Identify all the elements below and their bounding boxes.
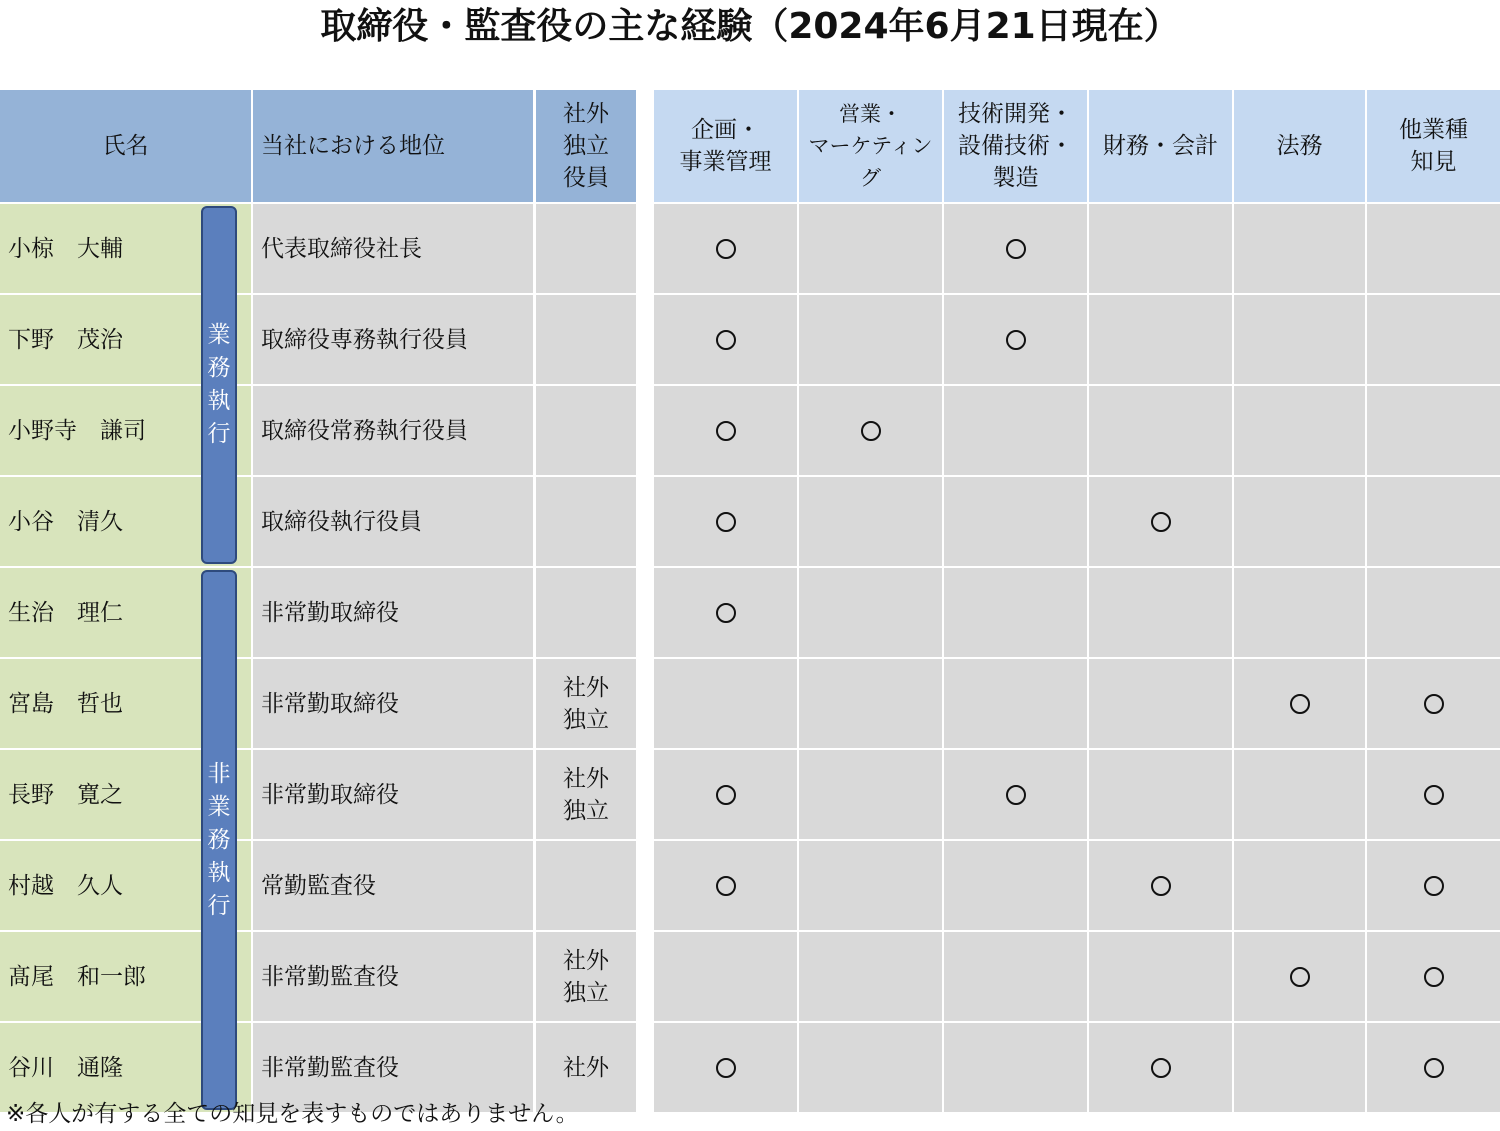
independent-status — [536, 204, 636, 293]
member-name: 宮島 哲也 — [0, 659, 251, 748]
skill-cell — [799, 841, 942, 930]
skill-cell — [1367, 386, 1500, 475]
skill-cell — [799, 204, 942, 293]
independent-status: 社外 独立 — [536, 750, 636, 839]
member-name: 下野 茂治 — [0, 295, 251, 384]
member-name: 小野寺 謙司 — [0, 386, 251, 475]
circle-mark-icon — [716, 876, 736, 896]
member-position: 非常勤監査役 — [253, 932, 533, 1021]
circle-mark-icon — [716, 1058, 736, 1078]
circle-mark-icon — [1151, 512, 1171, 532]
skill-cell — [1367, 295, 1500, 384]
skill-cell — [1367, 477, 1500, 566]
independent-status: 社外 独立 — [536, 659, 636, 748]
skill-cell — [799, 750, 942, 839]
skill-cell — [944, 932, 1087, 1021]
member-position: 非常勤取締役 — [253, 568, 533, 657]
skill-cell — [799, 659, 942, 748]
independent-status — [536, 568, 636, 657]
independent-status — [536, 295, 636, 384]
group-label: 非 業 務 執 行 — [207, 760, 231, 919]
member-name: 谷川 通隆 — [0, 1023, 251, 1112]
header-skill-3: 技術開発・ 設備技術・ 製造 — [944, 90, 1087, 202]
non-executive-group-bar — [201, 570, 237, 1110]
circle-mark-icon — [1424, 967, 1444, 987]
member-position: 非常勤取締役 — [253, 659, 533, 748]
header-skill-1: 企画・ 事業管理 — [654, 90, 797, 202]
skill-cell — [654, 659, 797, 748]
skill-cell — [1089, 386, 1232, 475]
footnote: ※各人が有する全ての知見を表すものではありません。 — [6, 1101, 579, 1127]
skill-cell — [799, 477, 942, 566]
member-position: 非常勤監査役 — [253, 1023, 533, 1112]
skill-cell — [1234, 295, 1365, 384]
circle-mark-icon — [1424, 694, 1444, 714]
skill-cell — [1234, 750, 1365, 839]
skill-cell — [1234, 841, 1365, 930]
skill-cell — [1089, 932, 1232, 1021]
circle-mark-icon — [716, 603, 736, 623]
page-title: 取締役・監査役の主な経験（2024年6月21日現在） — [320, 6, 1180, 47]
skill-cell — [1089, 568, 1232, 657]
circle-mark-icon — [1006, 239, 1026, 259]
circle-mark-icon — [1424, 785, 1444, 805]
header-independent: 社外 独立 役員 — [536, 90, 636, 202]
member-position: 常勤監査役 — [253, 841, 533, 930]
independent-status — [536, 841, 636, 930]
circle-mark-icon — [716, 512, 736, 532]
header-skill-2: 営業・ マーケティング — [799, 90, 942, 202]
skill-cell — [799, 932, 942, 1021]
skill-cell — [1089, 750, 1232, 839]
circle-mark-icon — [1006, 330, 1026, 350]
circle-mark-icon — [1006, 785, 1026, 805]
independent-status: 社外 独立 — [536, 932, 636, 1021]
skill-cell — [1234, 386, 1365, 475]
circle-mark-icon — [1290, 967, 1310, 987]
skill-cell — [654, 932, 797, 1021]
skill-cell — [1234, 568, 1365, 657]
header-skill-6: 他業種 知見 — [1367, 90, 1500, 202]
circle-mark-icon — [716, 785, 736, 805]
header-skill-5: 法務 — [1234, 90, 1365, 202]
skill-cell — [799, 295, 942, 384]
skill-cell — [944, 1023, 1087, 1112]
column-gap — [636, 90, 654, 1096]
header-skill-4: 財務・会計 — [1089, 90, 1232, 202]
circle-mark-icon — [716, 421, 736, 441]
skill-cell — [944, 841, 1087, 930]
executive-group-bar — [201, 206, 237, 564]
member-name: 小椋 大輔 — [0, 204, 251, 293]
skill-cell — [1234, 204, 1365, 293]
skill-cell — [944, 386, 1087, 475]
circle-mark-icon — [1151, 876, 1171, 896]
member-position: 非常勤取締役 — [253, 750, 533, 839]
skill-cell — [1367, 204, 1500, 293]
header-position: 当社における地位 — [253, 90, 533, 202]
circle-mark-icon — [861, 421, 881, 441]
skill-cell — [1367, 568, 1500, 657]
member-name: 髙尾 和一郎 — [0, 932, 251, 1021]
skill-cell — [944, 659, 1087, 748]
skill-cell — [1089, 204, 1232, 293]
circle-mark-icon — [716, 330, 736, 350]
skill-cell — [944, 477, 1087, 566]
skill-cell — [1234, 1023, 1365, 1112]
member-name: 生治 理仁 — [0, 568, 251, 657]
circle-mark-icon — [1290, 694, 1310, 714]
member-position: 取締役常務執行役員 — [253, 386, 533, 475]
independent-status — [536, 386, 636, 475]
group-label: 業 務 執 行 — [207, 322, 231, 447]
member-position: 取締役専務執行役員 — [253, 295, 533, 384]
circle-mark-icon — [1151, 1058, 1171, 1078]
circle-mark-icon — [1424, 1058, 1444, 1078]
independent-status: 社外 — [536, 1023, 636, 1112]
skill-cell — [1234, 477, 1365, 566]
skill-cell — [799, 1023, 942, 1112]
circle-mark-icon — [1424, 876, 1444, 896]
member-name: 長野 寛之 — [0, 750, 251, 839]
skill-cell — [1089, 659, 1232, 748]
member-name: 村越 久人 — [0, 841, 251, 930]
circle-mark-icon — [716, 239, 736, 259]
skill-cell — [799, 568, 942, 657]
member-position: 取締役執行役員 — [253, 477, 533, 566]
independent-status — [536, 477, 636, 566]
member-position: 代表取締役社長 — [253, 204, 533, 293]
header-name: 氏名 — [0, 90, 251, 202]
member-name: 小谷 清久 — [0, 477, 251, 566]
skill-cell — [1089, 295, 1232, 384]
skill-cell — [944, 568, 1087, 657]
